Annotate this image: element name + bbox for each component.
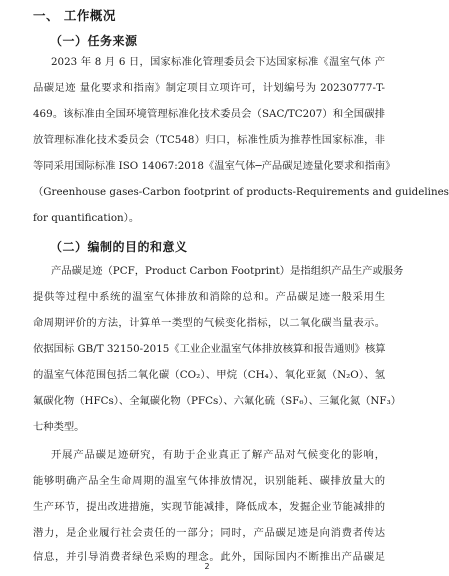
paragraph-line: 开展产品碳足迹研究，有助于企业真正了解产品对气候变化的影响， — [51, 449, 385, 461]
paragraph-line: 氟碳化物（HFCs）、全氟碳化物（PFCs）、六氟化硫（SF₆）、三氟化氮（NF₃） — [33, 395, 401, 407]
section-heading: 一、 工作概况 — [33, 8, 116, 23]
page-number: 2 — [204, 562, 210, 571]
paragraph-line: （Greenhouse gases-Carbon footprint of products-Requirements and guidelines — [33, 186, 449, 198]
paragraph-line: 依据国标 GB/T 32150-2015《工业企业温室气体排放核算和报告通则》核算 — [33, 343, 386, 355]
paragraph-line: 469。该标准由全国环境管理标准化技术委员会（SAC/TC207）和全国碳排 — [33, 108, 385, 120]
paragraph-line: 的温室气体范围包括二氧化碳（CO₂）、甲烷（CH₄）、氧化亚氮（N₂O）、氢 — [33, 369, 385, 381]
paragraph-line: 能够明确产品全生命周期的温室气体排放情况，识别能耗、碳排放量大的 — [33, 475, 385, 487]
paragraph-line: 放管理标准化技术委员会（TC548）归口，标准性质为推荐性国家标准，非 — [33, 134, 385, 146]
paragraph-line: 提供等过程中系统的温室气体排放和消除的总和。产品碳足迹一般采用生 — [33, 291, 385, 303]
paragraph-line: 信息，并引导消费者绿色采购的理念。此外，国际国内不断推出产品碳足 — [33, 551, 385, 563]
paragraph-line: 七种类型。 — [33, 421, 85, 433]
paragraph-line: 命周期评价的方法，计算单一类型的气候变化指标，以二氧化碳当量表示。 — [33, 317, 385, 329]
subsection-heading-purpose: （二）编制的目的和意义 — [50, 240, 188, 254]
paragraph-line: 产品碳足迹（PCF，Product Carbon Footprint）是指组织产品生产或服务 — [51, 265, 404, 277]
paragraph-line: 2023 年 8 月 6 日，国家标准化管理委员会下达国家标准《温室气体 产 — [51, 56, 385, 68]
paragraph-line: for quantification）。 — [33, 212, 140, 224]
paragraph-line: 潜力，是企业履行社会责任的一部分；同时，产品碳足迹是向消费者传达 — [33, 527, 385, 539]
paragraph-line: 生产环节，提出改进措施，实现节能减排，降低成本，发掘企业节能减排的 — [33, 501, 385, 513]
paragraph-line: 品碳足迹 量化要求和指南》制定项目立项许可，计划编号为 20230777-T- — [33, 82, 385, 94]
subsection-heading-task-source: （一）任务来源 — [50, 34, 138, 48]
paragraph-line: 等同采用国际标准 ISO 14067:2018《温室气体─产品碳足迹量化要求和指南》 — [33, 160, 396, 172]
